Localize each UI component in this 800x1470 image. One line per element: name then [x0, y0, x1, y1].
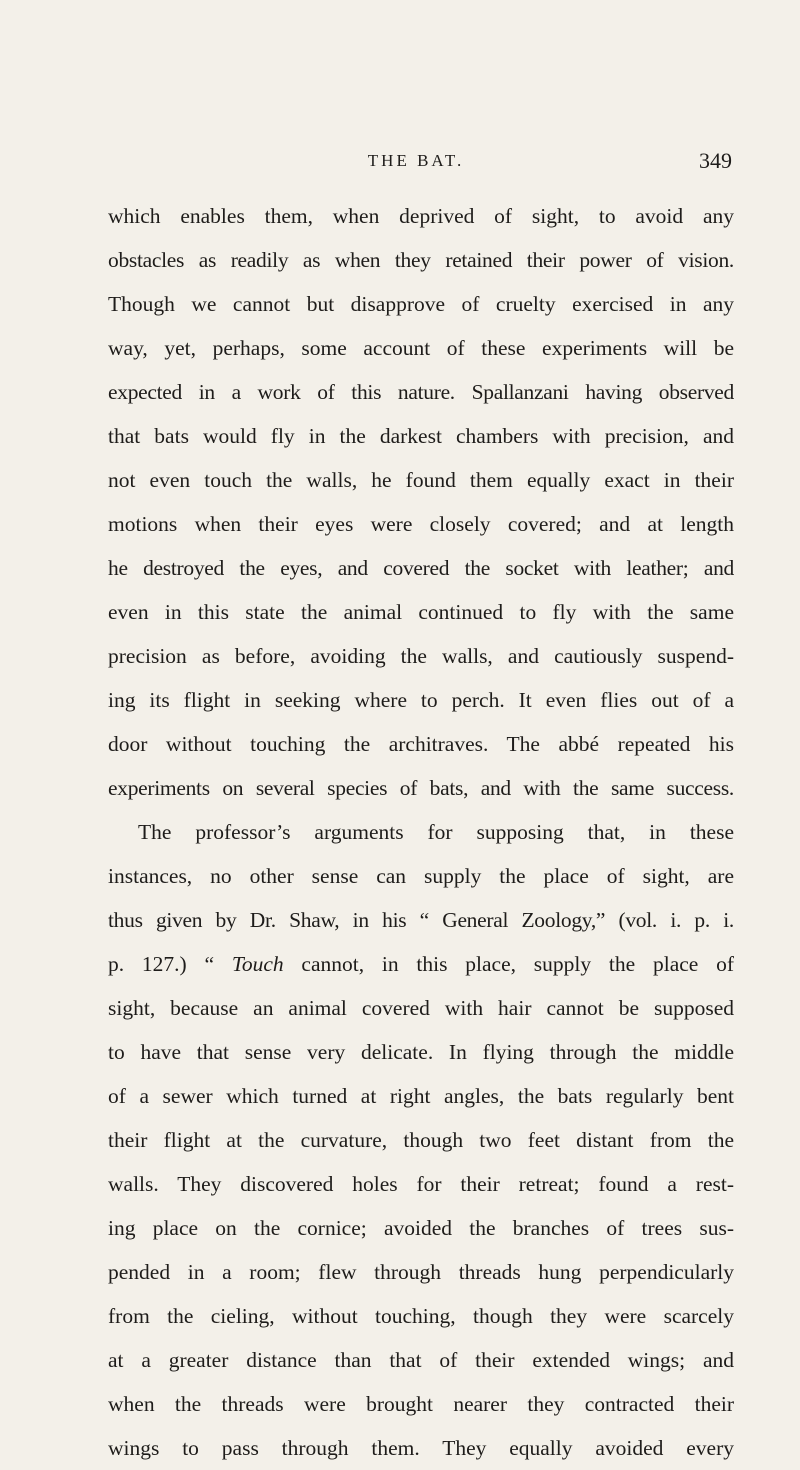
text-line: their flight at the curvature, though two feet distant from the: [108, 1128, 734, 1152]
running-head: [100, 146, 732, 176]
text-line: thus given by Dr. Shaw, in his “ General Zoology,” (vol. i. p. i.: [108, 908, 734, 932]
text-line: he destroyed the eyes, and covered the socket with leather; and: [108, 556, 734, 580]
paragraph-start-line: The professor’s arguments for supposing that, in these: [138, 820, 734, 844]
text-line: pended in a room; flew through threads hung perpendicularly: [108, 1260, 734, 1284]
text-line: which enables them, when deprived of sight, to avoid any: [108, 204, 734, 228]
text-line: Though we cannot but disapprove of cruelty exercised in any: [108, 292, 734, 316]
text-line: ing place on the cornice; avoided the branches of trees sus-: [108, 1216, 734, 1240]
text-line: when the threads were brought nearer they contracted their: [108, 1392, 734, 1416]
text-line: wings to pass through them. They equally avoided every: [108, 1436, 734, 1460]
text-line: of a sewer which turned at right angles, the bats regularly bent: [108, 1084, 734, 1108]
text-line: sight, because an animal covered with hair cannot be supposed: [108, 996, 734, 1020]
text-line: door without touching the architraves. The abbé repeated his: [108, 732, 734, 756]
text-line: obstacles as readily as when they retained their power of vision.: [108, 248, 734, 272]
italic-word: Touch: [231, 952, 284, 976]
text-line: experiments on several species of bats, and with the same success.: [108, 776, 734, 800]
text-line: way, yet, perhaps, some account of these experiments will be: [108, 336, 734, 360]
text-line: walls. They discovered holes for their retreat; found a rest-: [108, 1172, 734, 1196]
text-line: from the cieling, without touching, though they were scarcely: [108, 1304, 734, 1328]
text-line: at a greater distance than that of their extended wings; and: [108, 1348, 734, 1372]
text-line: precision as before, avoiding the walls, and cautiously suspend-: [108, 644, 734, 668]
text-line: even in this state the animal continued to fly with the same: [108, 600, 734, 624]
text-line-rest: cannot, in this place, supply the place of: [301, 952, 734, 976]
text-line: motions when their eyes were closely covered; and at length: [108, 512, 734, 536]
text-line: that bats would fly in the darkest chambers with precision, and: [108, 424, 734, 448]
text-line: instances, no other sense can supply the place of sight, are: [108, 864, 734, 888]
text-line: to have that sense very delicate. In flying through the middle: [108, 1040, 734, 1064]
page-number: 349: [699, 148, 732, 173]
text-line: ing its flight in seeking where to perch. It even flies out of a: [108, 688, 734, 712]
text-line: not even touch the walls, he found them equally exact in their: [108, 468, 734, 492]
body-text: [108, 194, 734, 1470]
text-line: expected in a work of this nature. Spallanzani having observed: [108, 380, 734, 404]
text-line-with-italic: [108, 942, 734, 986]
text-line-prefix: p. 127.) “: [108, 952, 215, 976]
running-title: THE BAT.: [367, 151, 465, 170]
